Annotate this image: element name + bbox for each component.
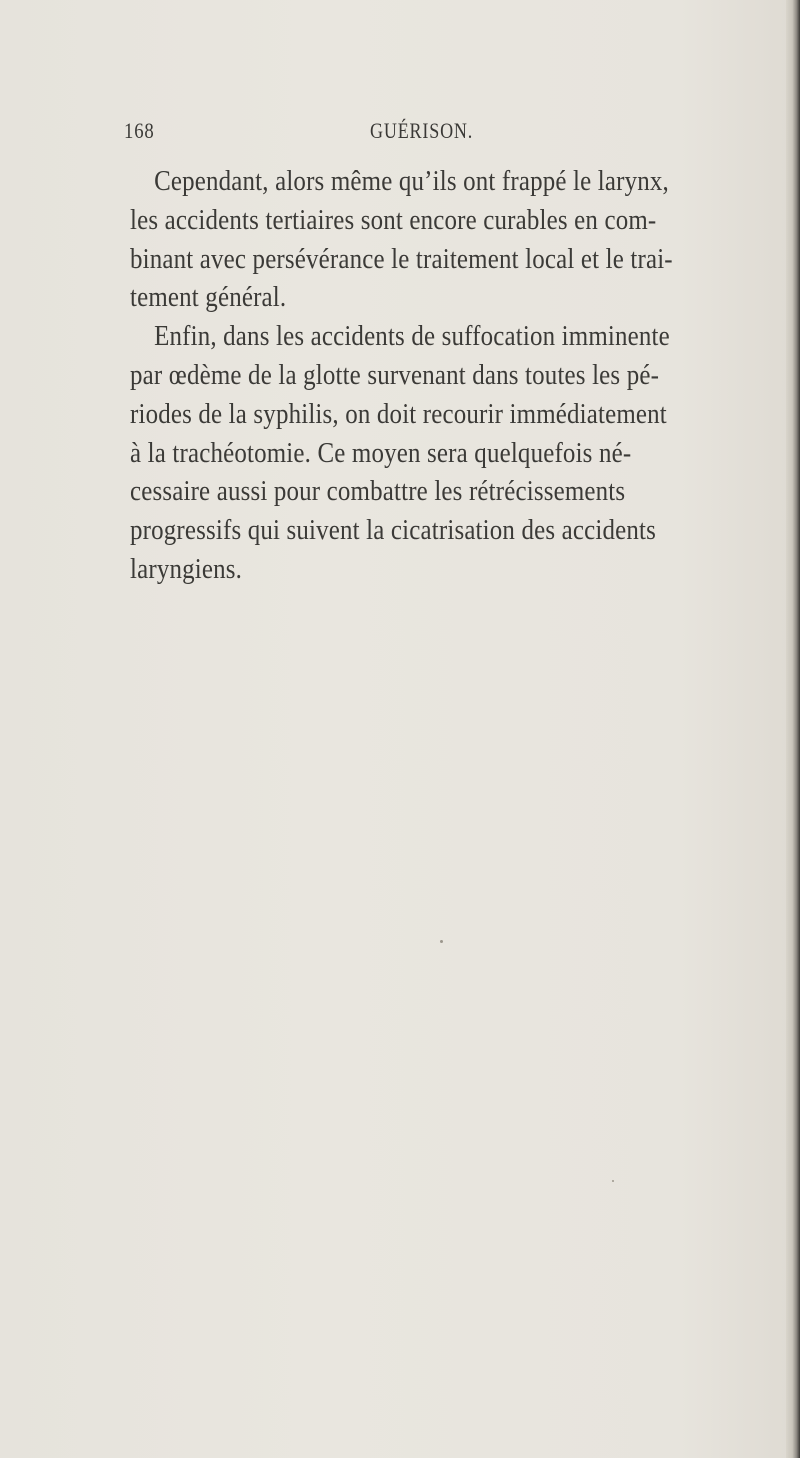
chapter-title: GUÉRISON. xyxy=(370,118,474,143)
text-line: Cependant, alors même qu’ils ont frappé le larynx, xyxy=(154,165,669,197)
paper-speck xyxy=(612,1180,614,1182)
page-edge-shadow xyxy=(786,0,800,1458)
text-line: à la trachéotomie. Ce moyen sera quelquefois né- xyxy=(130,436,632,469)
text-line: tement général. xyxy=(130,281,287,314)
paper-speck xyxy=(440,940,443,943)
running-head xyxy=(0,112,800,152)
page-number: 168 xyxy=(124,118,155,143)
text-line: cessaire aussi pour combattre les rétrécissements xyxy=(130,475,626,508)
text-line: par œdème de la glotte survenant dans toutes les pé- xyxy=(130,358,660,391)
body-text xyxy=(130,162,780,589)
text-line: laryngiens. xyxy=(130,552,243,585)
text-line: progressifs qui suivent la cicatrisation des accidents xyxy=(130,514,656,547)
text-line: riodes de la syphilis, on doit recourir immédiatement xyxy=(130,397,667,430)
text-line: binant avec persévérance le traitement local et le trai- xyxy=(130,242,673,275)
text-line: les accidents tertiaires sont encore curables en com- xyxy=(130,203,657,236)
text-line: Enfin, dans les accidents de suffocation imminente xyxy=(154,320,670,353)
